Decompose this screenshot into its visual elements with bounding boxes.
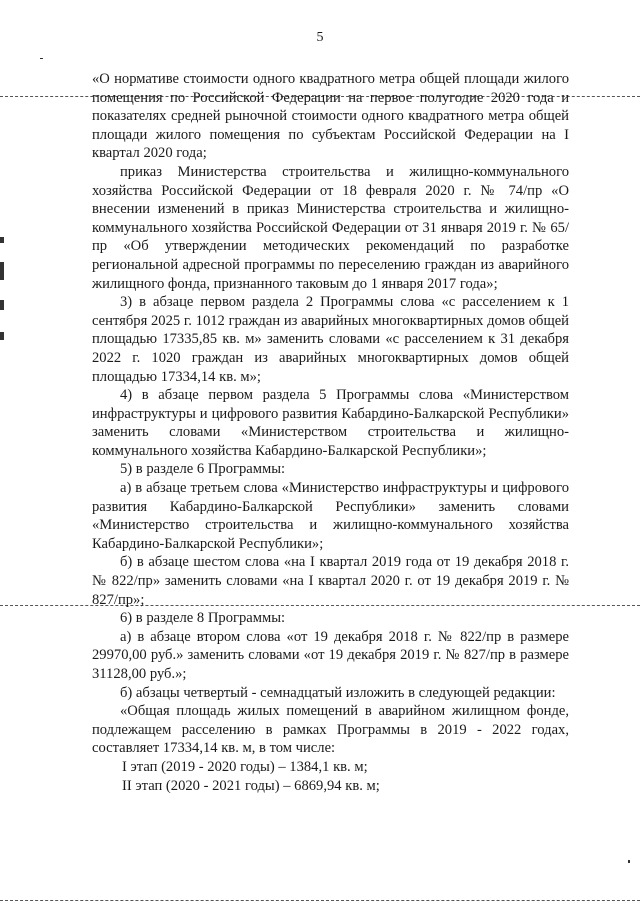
paragraph: 6) в разделе 8 Программы: — [120, 610, 286, 627]
paragraph: «Общая площадь жилых помещений в аварийном жилищном фонде, подлежащем расселению в рамках Программы в 2019 - 2022 годах, составляет 17334,14 кв. м, в том числе: — [92, 703, 569, 757]
scan-dot — [628, 860, 630, 863]
paragraph: I этап (2019 - 2020 годы) – 1384,1 кв. м; — [122, 758, 368, 775]
paragraph: а) в абзаце третьем слова «Министерство инфраструктуры и цифрового развития Кабардино-Балкарской Республики» заменить словами «Министерство строительства и жилищно-коммунального хозяйства Кабардино-Балкарской Республики»; — [92, 480, 569, 552]
scan-rule-bottom — [0, 900, 640, 901]
paragraph: б) абзацы четвертый - семнадцатый изложить в следующей редакции: — [120, 684, 556, 701]
paragraph: 3) в абзаце первом раздела 2 Программы слова «с расселением к 1 сентября 2025 г. 1012 граждан из аварийных многоквартирных домов общей площадью 17335,85 кв. м» заменить словами «с расселением к 31 декабря 2022 г. 1020 граждан из аварийных многоквартирных домов общей площадью 17334,14 кв. м»; — [92, 294, 569, 385]
paragraph: приказ Министерства строительства и жилищно-коммунального хозяйства Российской Федерации от 18 февраля 2020 г. № 74/пр «О внесении изменений в приказ Министерства строительства и жилищно-коммунального хозяйства Российской Федерации от 31 января 2019 г. № 65/пр «Об утверждении методических рекомендаций по разработке региональной адресной программы по переселению граждан из аварийного жилищного фонда, признанного таковым до 1 января 2017 года»; — [92, 163, 569, 292]
edge-mark — [0, 300, 4, 310]
paragraph: 4) в абзаце первом раздела 5 Программы слова «Министерством инфраструктуры и цифрового развития Кабардино-Балкарской Республики» заменить словами «Министерством строительства и жилищно-коммунального хозяйства Кабардино-Балкарской Республики»; — [92, 387, 569, 459]
paragraph: а) в абзаце втором слова «от 19 декабря 2018 г. № 822/пр в размере 29970,00 руб.» заменить словами «от 19 декабря 2019 г. № 827/пр в размере 31128,00 руб.»; — [92, 628, 569, 682]
edge-mark — [0, 262, 4, 280]
scan-dot — [40, 58, 43, 59]
paragraph: II этап (2020 - 2021 годы) – 6869,94 кв. м; — [122, 777, 380, 794]
paragraph: «О нормативе стоимости одного квадратного метра общей площади жилого помещения по Российской Федерации на первое полугодие 2020 года и показателях средней рыночной стоимости одного квадратного метра общей площади жилого помещения по субъектам Российской Федерации на I квартал 2020 года; — [92, 71, 569, 162]
edge-mark — [0, 237, 4, 243]
document-body — [92, 70, 569, 795]
edge-mark — [0, 332, 4, 340]
page-number: 5 — [316, 30, 324, 45]
paragraph: 5) в разделе 6 Программы: — [120, 461, 286, 478]
paragraph: б) в абзаце шестом слова «на I квартал 2019 года от 19 декабря 2018 г. № 822/пр» заменить словами «на I квартал 2020 г. от 19 декабря 2019 г. № 827/пр»; — [92, 554, 569, 608]
